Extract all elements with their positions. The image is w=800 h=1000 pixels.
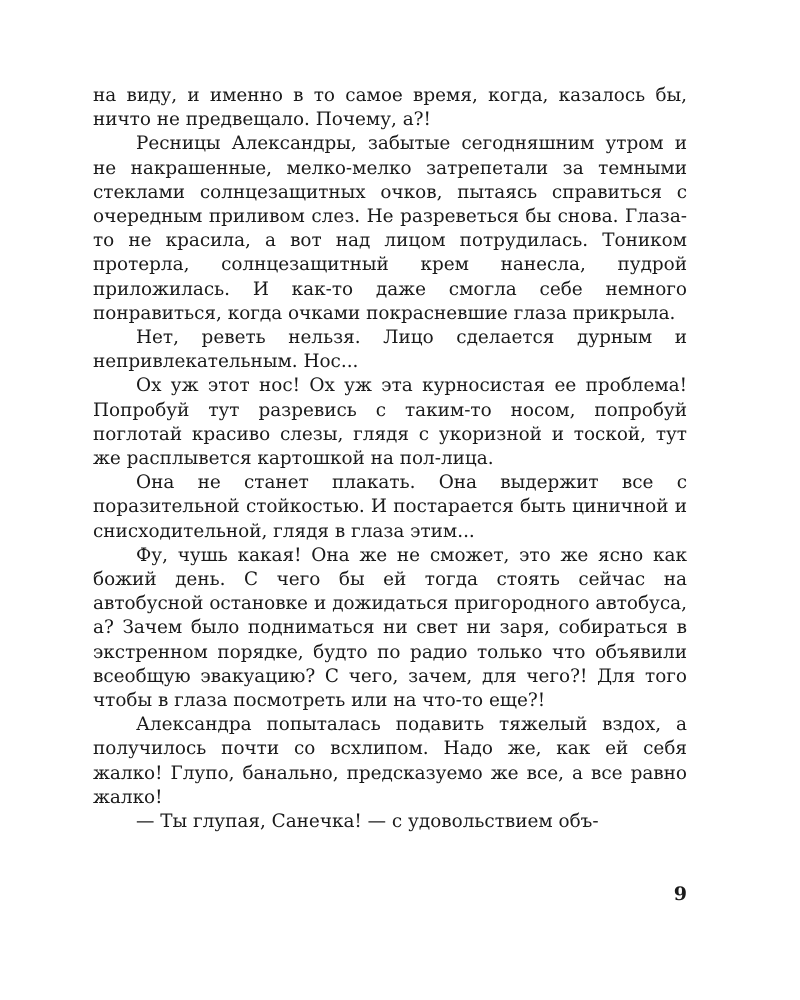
paragraph-8: — Ты глупая, Санечка! — с удовольствием объ- xyxy=(136,811,599,833)
paragraph-3: Нет, реветь нельзя. Лицо сделается дурным и непривлекательным. Нос... xyxy=(93,327,687,373)
paragraph-4: Ох уж этот нос! Ох уж эта курносистая ее проблема! Попробуй тут разревись с таким-то носом, попробуй поглотай красиво слезы, глядя с укоризной и тоской, тут же расплывется картошкой на пол-лица. xyxy=(93,375,687,470)
paragraph-1: на виду, и именно в то самое время, когда, казалось бы, ничто не предвещало. Почему, а?! xyxy=(93,85,687,131)
paragraph-7: Александра попыталась подавить тяжелый вздох, а получилось почти со всхлипом. Надо же, как ей себя жалко! Глупо, банально, предсказуемо же все, а все равно жалко! xyxy=(93,714,687,808)
page-text xyxy=(93,84,687,984)
paragraph-5: Она не станет плакать. Она выдержит все с поразительной стойкостью. И постарается быть циничной и снисходительной, глядя в глаза этим... xyxy=(93,472,687,542)
paragraph-6: Фу, чушь какая! Она же не сможет, это же ясно как божий день. С чего бы ей тогда стоять сейчас на автобусной остановке и дожидаться пригородного автобуса, а? Зачем было подниматься ни свет ни заря, собираться в экстренном порядке, будто по радио только что объявили всеобщую эвакуацию? С чего, зачем, для чего?! Для того чтобы в глаза посмотреть или на что-то еще?! xyxy=(93,544,687,712)
page-number: 9 xyxy=(673,883,687,905)
paragraph-2: Ресницы Александры, забытые сегодняшним утром и не накрашенные, мелко-мелко затрепетали за темными стеклами солнцезащитных очков, пытаясь справиться с очередным приливом слез. Не разреветься бы снова. Глаза-то не красила, а вот над лицом потрудилась. Тоником протерла, солнцезащитный крем нанесла, пудрой приложилась. И как-то даже смогла себе немного понравиться, когда очками покрасневшие глаза прикрыла. xyxy=(93,133,687,324)
